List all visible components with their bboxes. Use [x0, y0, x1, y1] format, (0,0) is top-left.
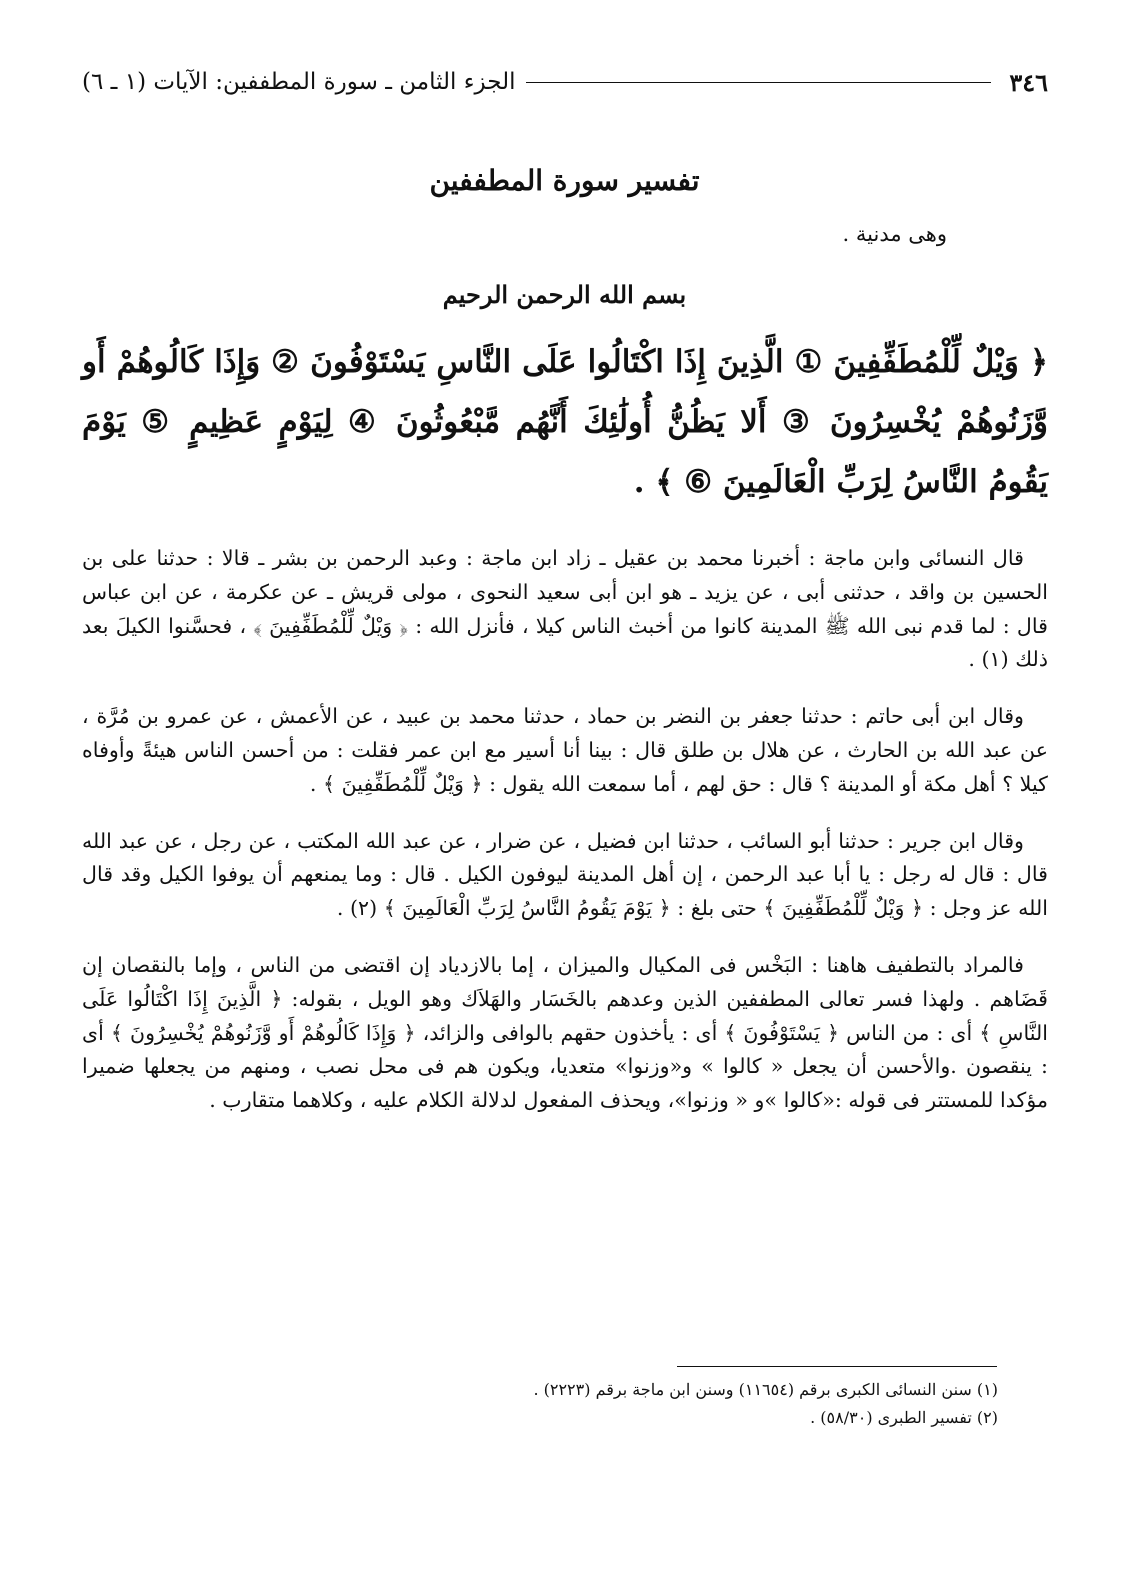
page-header — [82, 62, 1048, 102]
commentary-paragraph: قال النسائى وابن ماجة : أخبرنا محمد بن عقيل ـ زاد ابن ماجة : وعبد الرحمن بن بشر ـ قالا : حدثنا على بن الحسين بن واقد ، حدثنى أبى ، عن يزيد ـ هو ابن أبى سعيد النحوى ، مولى قريش ـ عن عكرمة ، عن ابن عباس قال : لما قدم نبى الله ﷺ المدينة كانوا من أخبث الناس كيلا ، فأنزل الله : ﴿ وَيْلٌ لِّلْمُطَفِّفِينَ ﴾ ، فحسَّنوا الكيلَ بعد ذلك (١) . — [82, 546, 1048, 672]
commentary-body — [82, 542, 1048, 1141]
footnote-separator — [677, 1366, 997, 1367]
quran-verses: ﴿ وَيْلٌ لِّلْمُطَفِّفِينَ ① الَّذِينَ إِذَا اكْتَالُوا عَلَى النَّاسِ يَسْتَوْفُونَ ② وَإِذَا كَالُوهُمْ أَو وَّزَنُوهُمْ يُخْسِرُونَ ③ أَلا يَظُنُّ أُولَٰئِكَ أَنَّهُم مَّبْعُوثُونَ ④ لِيَوْمٍ عَظِيمٍ ⑤ يَوْمَ يَقُومُ النَّاسُ لِرَبِّ الْعَالَمِينَ ⑥ ﴾ . — [82, 344, 1048, 500]
footnotes — [82, 1376, 998, 1432]
footnote: (٢) تفسير الطبرى (٥٨/٣٠) . — [810, 1408, 998, 1427]
commentary-paragraph: فالمراد بالتطفيف هاهنا : البَخْس فى المكيال والميزان ، إما بالازدياد إن اقتضى من الناس ، وإما بالنقصان إن قَضَاهم . ولهذا فسر تعالى المطففين الذين وعدهم بالخَسَار والهَلاَك وهو الويل ، بقوله: ﴿ الَّذِينَ إِذَا اكْتَالُوا عَلَى النَّاسِ ﴾ أى : من الناس ﴿ يَسْتَوْفُونَ ﴾ أى : يأخذون حقهم بالوافى والزائد، ﴿ وَإِذَا كَالُوهُمْ أَو وَّزَنُوهُمْ يُخْسِرُونَ ﴾ أى : ينقصون .والأحسن أن يجعل « كالوا » و«وزنوا» متعديا، ويكون هم فى محل نصب ، ومنهم من يجعلها ضميرا مؤكدا للمستتر فى قوله :«كالوا »و « وزنوا»، ويحذف المفعول لدلالة الكلام عليه ، وكلاهما متقارب . — [82, 952, 1048, 1113]
page-number: ٣٤٦ — [1009, 67, 1048, 97]
footnote: (١) سنن النسائى الكبرى برقم (١١٦٥٤) وسنن ابن ماجة برقم (٢٢٢٣) . — [533, 1380, 998, 1399]
basmala: بسم الله الرحمن الرحيم — [442, 280, 687, 309]
header-rule — [526, 82, 992, 83]
running-title: الجزء الثامن ـ سورة المطففين: الآيات (١ ـ ٦) — [82, 69, 516, 95]
revelation-note: وهى مدنية . — [842, 222, 947, 246]
commentary-paragraph: وقال ابن أبى حاتم : حدثنا جعفر بن النضر بن حماد ، حدثنا محمد بن عبيد ، عن الأعمش ، عن عمرو بن مُرَّة ، عن عبد الله بن الحارث ، عن هلال بن طلق قال : بينا أنا أسير مع ابن عمر فقلت : من أحسن الناس هيئةً وأوفاه كيلا ؟ أهل مكة أو المدينة ؟ قال : حق لهم ، أما سمعت الله يقول : ﴿ وَيْلٌ لِّلْمُطَفِّفِينَ ﴾ . — [82, 704, 1048, 796]
commentary-paragraph: وقال ابن جرير : حدثنا أبو السائب ، حدثنا ابن فضيل ، عن ضرار ، عن عبد الله المكتب ، عن رجل ، عن عبد الله قال : قال له رجل : يا أبا عبد الرحمن ، إن أهل المدينة ليوفون الكيل . قال : وما يمنعهم أن يوفوا الكيل وقد قال الله عز وجل : ﴿ وَيْلٌ لِّلْمُطَفِّفِينَ ﴾ حتى بلغ : ﴿ يَوْمَ يَقُومُ النَّاسُ لِرَبِّ الْعَالَمِينَ ﴾ (٢) . — [82, 828, 1048, 921]
surah-title: تفسير سورة المطففين — [429, 164, 700, 197]
